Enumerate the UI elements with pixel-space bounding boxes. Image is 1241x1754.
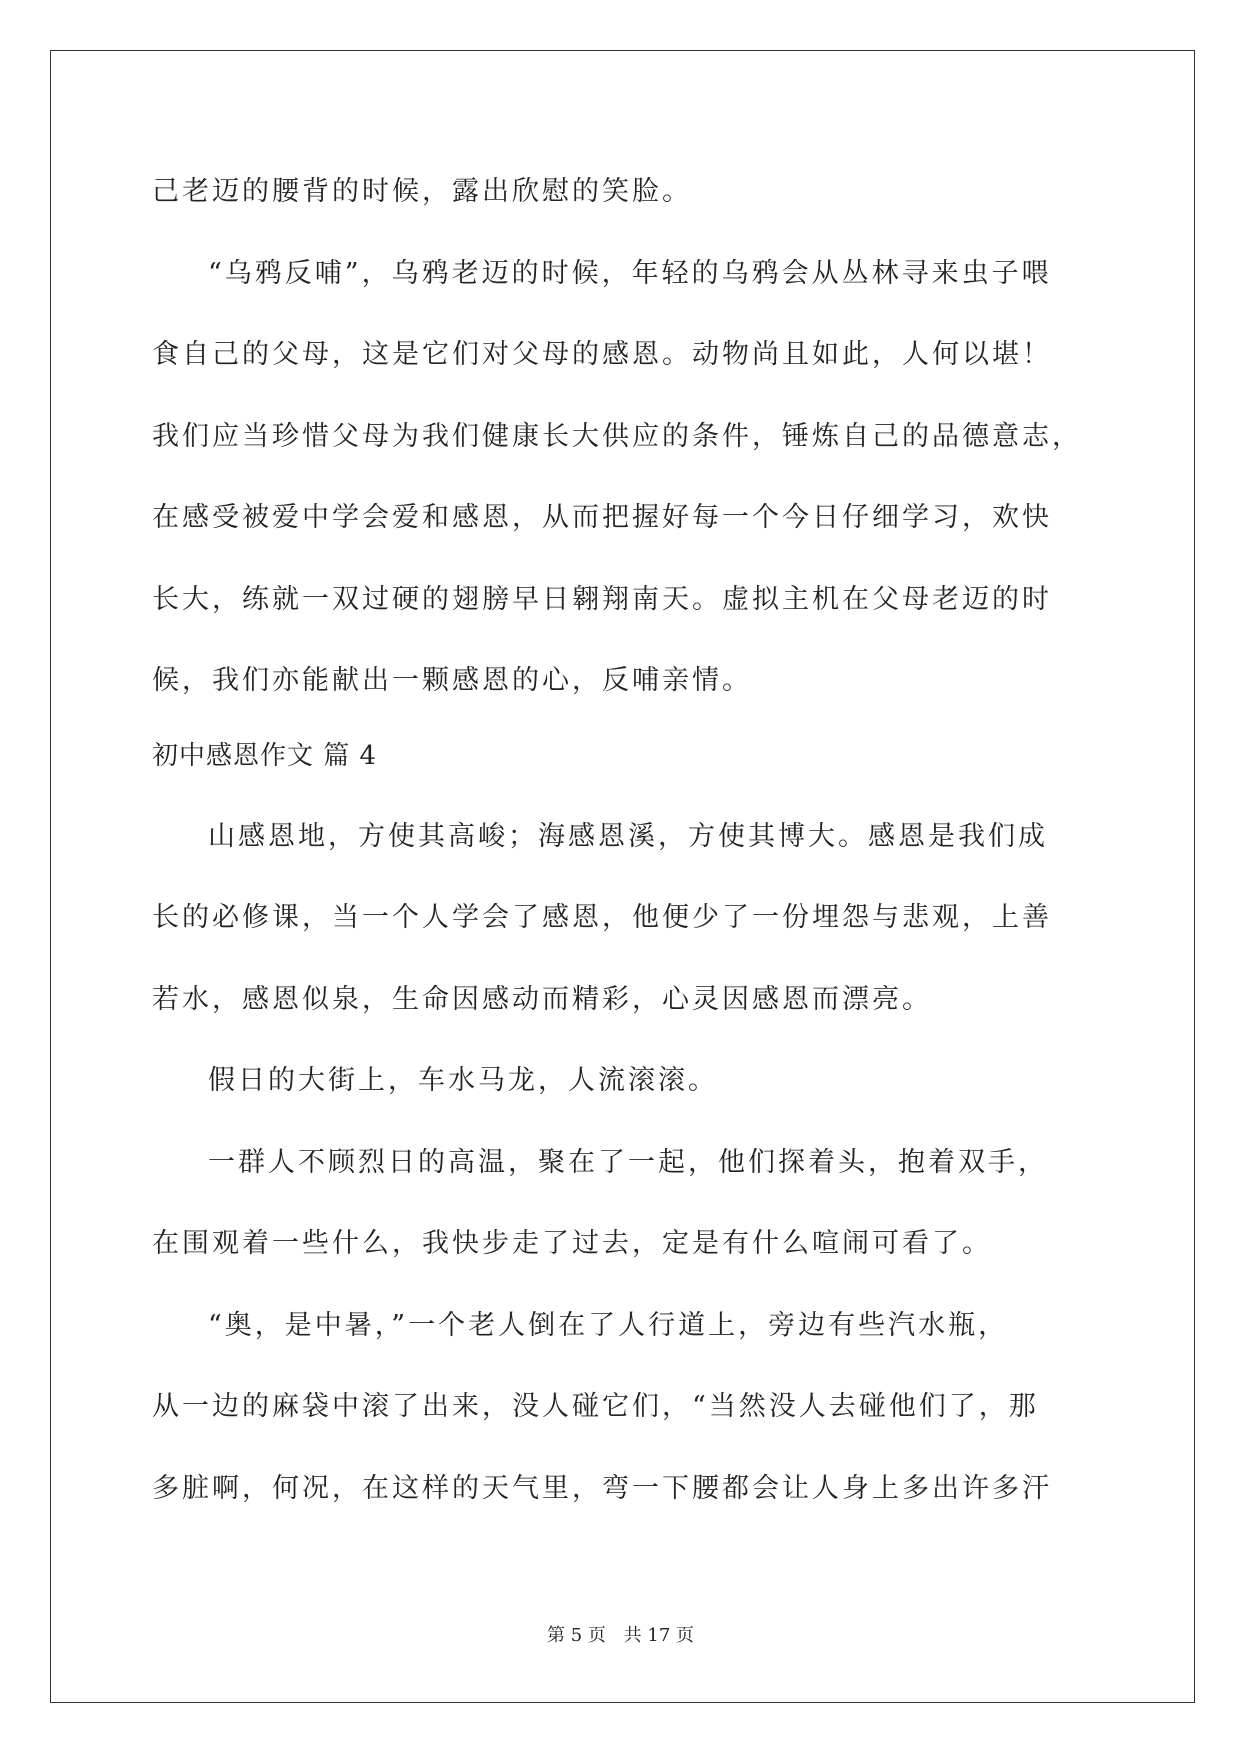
paragraph-line: “奥，是中暑，”一个老人倒在了人行道上，旁边有些汽水瓶，: [208, 1310, 1009, 1341]
paragraph-line: 一群人不顾烈日的高温，聚在了一起，他们探着头，抱着双手，: [208, 1147, 1048, 1178]
paragraph-line: 己老迈的腰背的时候，露出欣慰的笑脸。: [152, 176, 692, 207]
paragraph-line: 候，我们亦能献出一颗感恩的心，反哺亲情。: [152, 665, 752, 696]
page-footer: [0, 1625, 1241, 1647]
page-number: 第 5 页: [547, 1625, 606, 1646]
paragraph-line: 山感恩地，方使其高峻；海感恩溪，方使其博大。感恩是我们成: [208, 821, 1048, 852]
paragraph-line: “乌鸦反哺”，乌鸦老迈的时候，年轻的乌鸦会从丛林寻来虫子喂: [208, 258, 1052, 289]
paragraph-line: 多脏啊，何况，在这样的天气里，弯一下腰都会让人身上多出许多汗: [152, 1473, 1052, 1504]
paragraph-line: 长的必修课，当一个人学会了感恩，他便少了一份埋怨与悲观，上善: [152, 902, 1052, 933]
paragraph-line: 在围观着一些什么，我快步走了过去，定是有什么喧闹可看了。: [152, 1228, 992, 1259]
page-border: [50, 50, 1195, 1703]
section-heading: 初中感恩作文 篇 4: [152, 741, 378, 771]
paragraph-line: 食自己的父母，这是它们对父母的感恩。动物尚且如此，人何以堪！: [152, 339, 1052, 370]
paragraph-line: 我们应当珍惜父母为我们健康长大供应的条件，锤炼自己的品德意志，: [152, 421, 1082, 452]
paragraph-line: 若水，感恩似泉，生命因感动而精彩，心灵因感恩而漂亮。: [152, 984, 932, 1015]
page-total: 共 17 页: [623, 1625, 694, 1646]
paragraph-line: 在感受被爱中学会爱和感恩，从而把握好每一个今日仔细学习，欢快: [152, 502, 1052, 533]
paragraph-line: 长大，练就一双过硬的翅膀早日翱翔南天。虚拟主机在父母老迈的时: [152, 584, 1052, 615]
paragraph-line: 假日的大街上，车水马龙，人流滚滚。: [208, 1065, 718, 1096]
paragraph-line: 从一边的麻袋中滚了出来，没人碰它们，“当然没人去碰他们了，那: [152, 1391, 1039, 1422]
